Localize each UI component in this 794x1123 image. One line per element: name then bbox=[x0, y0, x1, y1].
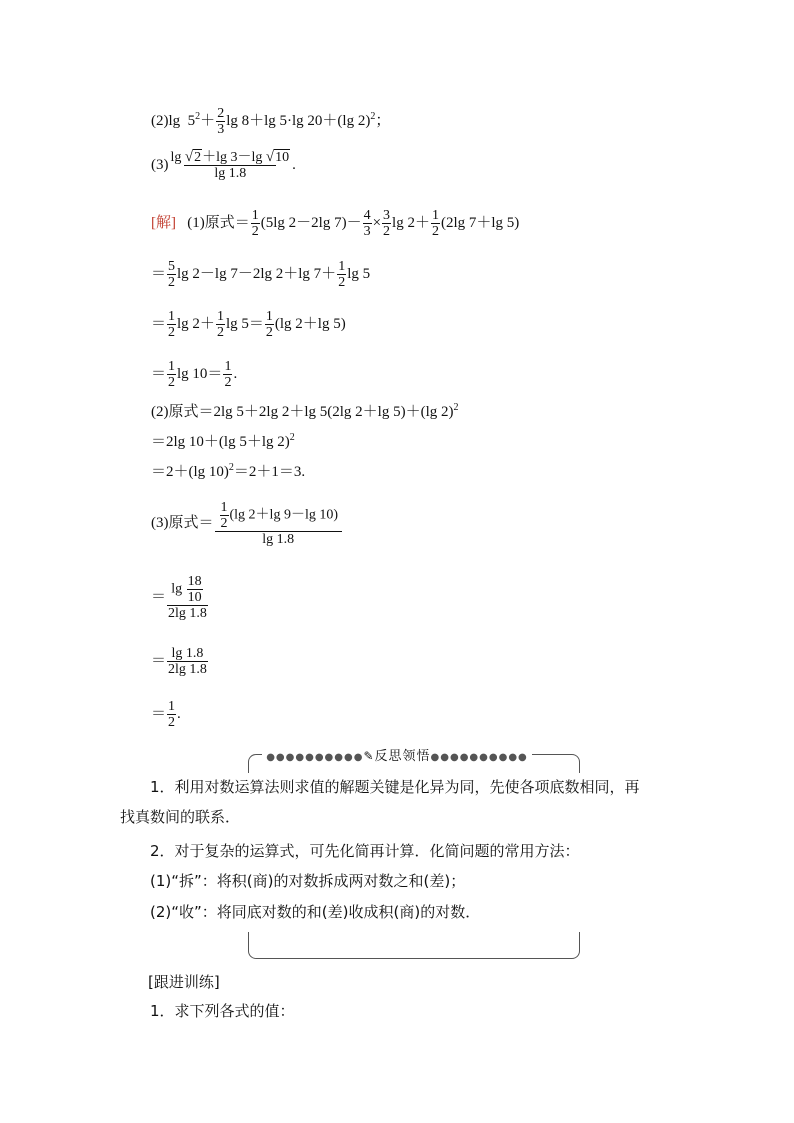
denominator: 2 bbox=[216, 325, 224, 340]
fraction bbox=[167, 646, 208, 677]
denominator: 2 bbox=[383, 224, 391, 239]
punct: . bbox=[177, 705, 181, 722]
denominator: 3 bbox=[363, 224, 371, 239]
expression: (5lg 2－2lg 7)－ bbox=[260, 214, 362, 231]
reflection-p1: 1．利用对数运算法则求值的解题关键是化异为同，先使各项底数相同，再 bbox=[150, 778, 640, 796]
expression: lg 2＋ bbox=[177, 315, 215, 332]
denominator: 2 bbox=[168, 325, 176, 340]
solution-line-6 bbox=[151, 433, 295, 451]
numerator: 4 bbox=[363, 208, 371, 223]
exponent: 2 bbox=[195, 110, 201, 122]
denominator: 2 bbox=[265, 325, 273, 340]
solution-line-7 bbox=[151, 463, 305, 481]
lg-text: lg bbox=[171, 581, 186, 597]
fraction bbox=[215, 500, 343, 547]
denominator: 2 bbox=[431, 224, 439, 239]
solution-line-3 bbox=[151, 309, 346, 340]
lg-text: lg bbox=[168, 112, 181, 129]
denominator: 2 bbox=[168, 715, 176, 730]
fraction bbox=[431, 208, 440, 239]
punct: ； bbox=[375, 112, 391, 129]
fraction bbox=[251, 208, 260, 239]
solution-tag: [解] bbox=[151, 214, 176, 231]
expression: (2)原式＝2lg 5＋2lg 2＋lg 5(2lg 2＋lg 5)＋(lg 2) bbox=[151, 404, 454, 420]
fraction bbox=[265, 309, 274, 340]
fraction bbox=[337, 259, 346, 290]
denominator: 2lg 1.8 bbox=[168, 606, 207, 621]
radicand: 2 bbox=[194, 150, 202, 165]
expression: (3)原式＝ bbox=[151, 514, 214, 531]
denominator: 2 bbox=[251, 224, 259, 239]
reflection-p4: (2)“收”：将同底对数的和(差)收成积(商)的对数． bbox=[150, 903, 481, 921]
plus: ＋ bbox=[200, 112, 216, 129]
expression: ＝ bbox=[151, 588, 167, 605]
numerator: 1 bbox=[251, 208, 259, 223]
fraction bbox=[382, 208, 391, 239]
expression: (2lg 7＋lg 5) bbox=[440, 214, 520, 231]
fraction bbox=[167, 359, 176, 390]
numerator: 1 bbox=[220, 500, 228, 515]
followup-q1: 1．求下列各式的值： bbox=[150, 1002, 295, 1020]
expression: (lg 2＋lg 9－lg 10) bbox=[229, 507, 338, 523]
expression: (1)原式＝ bbox=[187, 214, 250, 231]
fraction bbox=[167, 259, 176, 290]
numerator: lg 1.8 bbox=[171, 646, 204, 661]
problem-3-label: (3) bbox=[151, 156, 169, 173]
pen-icon: ✎ bbox=[363, 749, 375, 763]
expression: lg 10＝ bbox=[177, 365, 223, 382]
denominator: 2 bbox=[168, 375, 176, 390]
numerator: 1 bbox=[168, 359, 176, 374]
expression: ＝2＋(lg 10) bbox=[151, 464, 229, 480]
numerator bbox=[215, 500, 343, 531]
solution-line-5 bbox=[151, 403, 458, 421]
solution-line-9 bbox=[151, 574, 209, 621]
denominator: 2 bbox=[168, 275, 176, 290]
expression: lg 5 bbox=[347, 265, 371, 282]
fraction bbox=[223, 359, 232, 390]
numerator: 1 bbox=[338, 259, 346, 274]
reflection-p3: (1)“拆”：将积(商)的对数拆成两对数之和(差)； bbox=[150, 872, 466, 890]
fraction bbox=[216, 309, 225, 340]
numerator bbox=[170, 574, 204, 605]
punct: . bbox=[292, 156, 296, 173]
reflection-p1b: 找真数间的联系． bbox=[120, 808, 241, 826]
numerator: 1 bbox=[224, 359, 232, 374]
expression: ＝2lg 10＋(lg 5＋lg 2) bbox=[151, 434, 290, 450]
solution-line-11 bbox=[151, 699, 181, 730]
numerator: 18 bbox=[187, 574, 202, 589]
expression: ＝ bbox=[151, 705, 167, 722]
solution-line-2 bbox=[151, 259, 370, 290]
expression: ＝ bbox=[151, 315, 167, 332]
numerator: 2 bbox=[217, 106, 225, 121]
problem-2 bbox=[151, 106, 390, 137]
numerator: 1 bbox=[216, 309, 224, 324]
fraction bbox=[167, 574, 208, 621]
exponent: 2 bbox=[453, 402, 459, 413]
followup-title: [跟进训练] bbox=[148, 973, 220, 991]
fraction bbox=[167, 309, 176, 340]
expression: lg 5＝ bbox=[225, 315, 264, 332]
dots-decoration: ●●●●●●●●●● bbox=[266, 752, 364, 763]
denominator: 10 bbox=[187, 590, 202, 605]
lg-text: lg bbox=[170, 150, 185, 165]
reflection-box-bottom bbox=[248, 932, 580, 959]
punct: . bbox=[233, 365, 238, 382]
solution-line-4 bbox=[151, 359, 237, 390]
numerator: 3 bbox=[383, 208, 391, 223]
solution-line-8 bbox=[151, 500, 343, 547]
expression: (lg 2＋lg 5) bbox=[274, 315, 346, 332]
fraction bbox=[167, 699, 176, 730]
problem-3 bbox=[151, 150, 296, 181]
expression: ＝2＋1＝3. bbox=[233, 464, 306, 480]
denominator: 2 bbox=[220, 516, 228, 531]
denominator: lg 1.8 bbox=[215, 531, 343, 547]
denominator: lg 1.8 bbox=[184, 165, 276, 181]
exponent: 2 bbox=[370, 110, 376, 122]
sqrt-icon: √ bbox=[184, 149, 194, 165]
sqrt-icon: √ bbox=[265, 149, 275, 165]
expression: lg 2＋ bbox=[392, 214, 430, 231]
fraction bbox=[220, 500, 229, 531]
expression: lg 2－lg 7－2lg 2＋lg 7＋ bbox=[177, 265, 337, 282]
denominator: 2lg 1.8 bbox=[168, 662, 207, 677]
base: 5 bbox=[187, 112, 196, 129]
fraction bbox=[170, 150, 292, 181]
fraction bbox=[216, 106, 225, 137]
solution-line-1 bbox=[151, 208, 519, 239]
expression: ＋lg 3－lg bbox=[202, 150, 266, 165]
expression: ＝ bbox=[151, 265, 167, 282]
fraction bbox=[187, 574, 203, 605]
problem-2-label: (2) bbox=[151, 112, 169, 129]
expression: ＝ bbox=[151, 652, 167, 669]
numerator: 1 bbox=[168, 309, 176, 324]
numerator: 5 bbox=[168, 259, 176, 274]
expression: × bbox=[372, 214, 382, 231]
numerator bbox=[170, 150, 292, 165]
solution-line-10 bbox=[151, 646, 209, 677]
reflection-title bbox=[0, 745, 794, 764]
reflection-p2: 2．对于复杂的运算式，可先化简再计算．化简问题的常用方法： bbox=[150, 842, 580, 860]
expression: lg 8＋lg 5·lg 20＋(lg 2) bbox=[226, 112, 371, 129]
numerator: 1 bbox=[168, 699, 176, 714]
exponent: 2 bbox=[289, 432, 295, 443]
denominator: 2 bbox=[338, 275, 346, 290]
exponent: 2 bbox=[228, 462, 234, 473]
radicand: 10 bbox=[275, 150, 290, 165]
expression: ＝ bbox=[151, 365, 167, 382]
fraction bbox=[363, 208, 372, 239]
numerator: 1 bbox=[265, 309, 273, 324]
numerator: 1 bbox=[431, 208, 439, 223]
reflection-title-text: 反思领悟 bbox=[374, 749, 431, 764]
denominator: 3 bbox=[217, 122, 225, 137]
dots-decoration: ●●●●●●●●●● bbox=[430, 752, 528, 763]
denominator: 2 bbox=[224, 375, 232, 390]
reflection-title-bg bbox=[262, 749, 532, 764]
